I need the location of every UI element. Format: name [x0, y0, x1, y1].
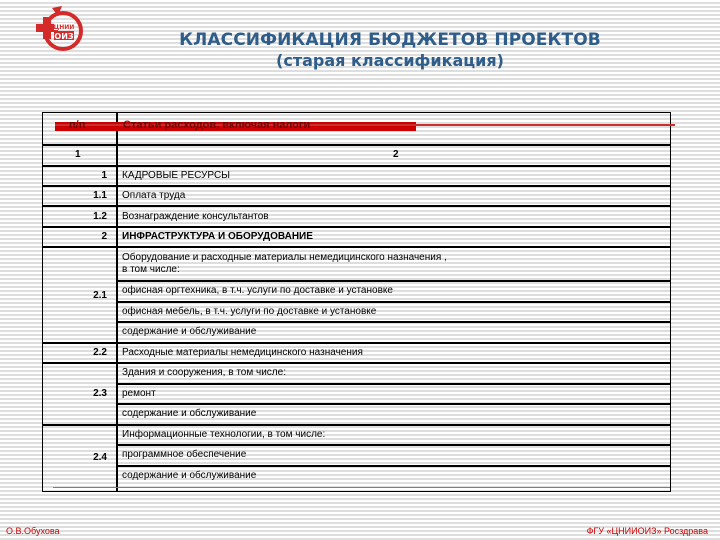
row-text: Здания и сооружения, в том числе: — [122, 367, 286, 378]
row-divider — [116, 465, 670, 467]
row-divider — [116, 321, 670, 323]
row-divider — [116, 383, 670, 385]
row-text: содержание и обслуживание — [122, 326, 257, 337]
row-number: 1.2 — [93, 211, 107, 222]
row-text: содержание и обслуживание — [122, 408, 257, 419]
column-number-2: 2 — [393, 149, 399, 160]
row-divider — [116, 403, 670, 405]
row-text: Расходные материалы немедицинского назначения — [122, 347, 363, 358]
row-divider — [43, 362, 670, 364]
row-text: содержание и обслуживание — [122, 470, 257, 481]
row-text: офисная мебель, в т.ч. услуги по доставке и установке — [122, 306, 377, 317]
row-divider — [43, 246, 670, 248]
column-number-1: 1 — [75, 149, 81, 160]
page-title: КЛАССИФИКАЦИЯ БЮДЖЕТОВ ПРОЕКТОВ — [179, 30, 601, 50]
row-number: 1.1 — [93, 190, 107, 201]
row-divider — [116, 301, 670, 303]
row-number: 1 — [101, 170, 107, 181]
row-text: КАДРОВЫЕ РЕСУРСЫ — [122, 170, 231, 181]
row-number: 2.2 — [93, 347, 107, 358]
column-header-items: Статьи расходов, включая налоги — [123, 119, 311, 131]
bottom-red-line — [53, 487, 670, 488]
budget-classification-table — [42, 112, 671, 492]
row-divider — [43, 185, 670, 187]
row-divider — [43, 342, 670, 344]
row-divider — [116, 444, 670, 446]
row-text: ремонт — [122, 388, 156, 399]
row-divider — [43, 165, 670, 167]
column-header-number: п/п — [69, 119, 86, 131]
row-number: 2.4 — [93, 452, 107, 463]
svg-text:ЦНИИ: ЦНИИ — [53, 24, 75, 31]
row-divider — [43, 424, 670, 426]
row-divider — [43, 144, 670, 146]
row-number: 2.3 — [93, 388, 107, 399]
row-text: офисная оргтехника, в т.ч. услуги по доставке и установке — [122, 285, 393, 296]
row-text: в том числе: — [122, 264, 180, 275]
row-text: Вознаграждение консультантов — [122, 211, 269, 222]
row-number: 2.1 — [93, 290, 107, 301]
row-text: Оборудование и расходные материалы немедицинского назначения , — [122, 252, 447, 263]
row-text: ИНФРАСТРУКТУРА И ОБОРУДОВАНИЕ — [122, 231, 313, 242]
row-divider — [43, 205, 670, 207]
row-text: программное обеспечение — [122, 449, 247, 460]
footer-organization: ФГУ «ЦНИИОИЗ» Росздрава — [586, 526, 708, 536]
row-text: Информационные технологии, в том числе: — [122, 429, 326, 440]
row-divider — [116, 280, 670, 282]
row-number: 2 — [101, 231, 107, 242]
footer-author: О.В.Обухова — [6, 526, 60, 536]
svg-text:ОИЗ: ОИЗ — [54, 32, 74, 41]
page-subtitle: (старая классификация) — [276, 51, 504, 70]
row-text: Оплата труда — [122, 190, 186, 201]
row-divider — [43, 226, 670, 228]
